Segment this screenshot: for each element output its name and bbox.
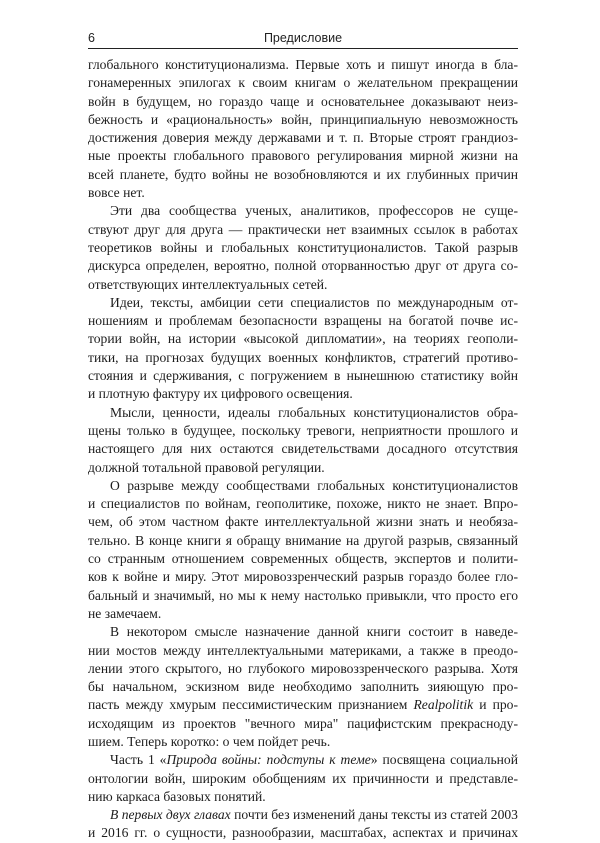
text-segment: чем, об этом частном факте интеллектуальной жизни знать и необяза- [88,514,518,530]
text-segment: Идеи, тексты, амбиции сети специалистов по международным от- [110,294,518,310]
paragraph [88,56,518,202]
text-line [88,202,518,220]
text-segment: почти без изменений даны тексты из статей 2003 [230,807,518,823]
text-segment: ствуют друг для друга — практически нет взаимных ссылок в работах [88,221,518,237]
text-line [88,623,518,641]
text-line [88,770,518,788]
text-line [88,184,518,202]
paragraph [88,294,518,404]
text-segment: настоящего для них остаются свидетельствами досадного отсутствия [88,441,518,457]
text-segment: Эти два сообщества ученых, аналитиков, профессоров не суще- [110,203,518,219]
text-line [88,56,518,74]
text-line [88,660,518,678]
text-line [88,147,518,165]
text-segment: глобального конституционализма. Первые хоть и пишут иногда в бла- [88,57,518,72]
text-segment: вовсе нет. [88,185,145,201]
text-segment: пасть между хмурым пессимистическим признанием [88,697,414,713]
text-line [88,239,518,257]
text-line [88,568,518,586]
text-line [88,111,518,129]
text-line [88,276,518,294]
text-segment: всей планете, будто войны не возобновляются и их глубинных причин [88,166,518,182]
paragraph [88,751,518,806]
text-segment: бежность и «рациональность» войн, принципиальную невозможность [88,111,518,127]
text-line [88,367,518,385]
text-segment: лении этого скрытого, но глубокого мировоззренческого разрыва. Хотя [88,660,518,676]
text-segment: теоретиков войны и глобальных конституционалистов. Такой разрыв [88,239,518,255]
text-segment: шием. Теперь коротко: о чем пойдет речь. [88,733,331,749]
text-line [88,404,518,422]
text-line [88,751,518,769]
text-segment: бы начальном, эскизном виде необходимо заполнить зияющую про- [88,679,518,695]
text-line [88,349,518,367]
paragraph [88,623,518,751]
text-line [88,385,518,403]
text-segment: тики, на прогнозах будущих военных конфликтов, стратегий противо- [88,349,518,365]
paragraph [88,404,518,477]
text-line [88,257,518,275]
text-segment: тории войн, на истории «высокой дипломатии», на теориях геополи- [88,331,518,347]
italic-text: Realpolitik [413,697,474,713]
text-segment: и специалистов по войнам, геополитике, похоже, никто не знает. Впро- [88,496,518,512]
text-segment: гонамеренных эпилогах к своим книгам о желательном прекращении [88,75,518,91]
italic-text: В первых двух главах [110,807,231,823]
text-segment: войн в будущем, но гораздо чаще и основательнее доказывают неиз- [88,93,518,109]
text-line [88,715,518,733]
text-line [88,587,518,605]
text-line [88,459,518,477]
text-segment: Мысли, ценности, идеалы глобальных конституционалистов обра- [110,404,518,420]
text-segment: Часть 1 « [110,752,167,768]
text-segment: достижения доверия между державами и т. п. Вторые строят грандиоз- [88,130,518,146]
text-segment: и 2016 гг. о сущности, разнообразии, масштабах, аспектах и причинах [88,825,518,841]
paragraph [88,806,518,843]
body-text [88,56,518,843]
text-segment: ношениям и проблемам безопасности взращены на богатой почве ис- [88,313,518,329]
text-line [88,733,518,751]
text-line [88,294,518,312]
text-line [88,440,518,458]
text-segment: ков к войне и миру. Этот мировоззренческий разрыв гораздо более гло- [88,569,518,585]
text-segment: О разрыве между сообществами глобальных конституционалистов [110,477,518,493]
text-segment: нию каркаса базовых понятий. [88,788,266,804]
text-segment: В некотором смысле назначение данной книги состоит в наведе- [110,624,518,640]
text-line [88,696,518,714]
text-segment: дискурса определен, вероятно, полной оторванностью друг от друга со- [88,258,518,274]
page-number: 6 [88,31,95,45]
text-line [88,422,518,440]
text-line [88,824,518,842]
text-segment: и про- [473,697,518,713]
text-line [88,74,518,92]
text-segment: не замечаем. [88,605,162,621]
text-segment: и плотную фактуру их цифрового освещения. [88,386,353,402]
text-segment: исходящим из проектов "вечного мира" пацифистским прекраснодy- [88,715,518,731]
text-line [88,477,518,495]
text-segment: » посвящена социальной [370,752,518,768]
paragraph [88,202,518,293]
text-segment: со странным отношением современных обществ, экспертов и полити- [88,551,518,567]
text-segment: онтологии войн, широким обобщениям их причинности и представле- [88,770,518,786]
text-segment: тельно. В конце книги я обращу внимание на другой разрыв, связанный [88,532,518,548]
text-segment: щены только в будущее, поскольку тревоги, неприятности прошлого и [88,422,518,438]
paragraph [88,477,518,623]
text-line [88,806,518,824]
text-segment: ответствующих интеллектуальных сетей. [88,276,328,292]
text-line [88,129,518,147]
text-line [88,513,518,531]
text-line [88,788,518,806]
text-line [88,495,518,513]
text-segment: стояния и сдерживания, с погружением в нынешнюю статистику войн [88,368,518,384]
text-line [88,605,518,623]
running-title: Предисловие [263,31,343,45]
text-segment: ные проекты глобального правового регулирования мирной жизни на [88,148,518,164]
text-line [88,166,518,184]
text-line [88,221,518,239]
page-header [88,30,518,49]
text-line [88,678,518,696]
text-segment: нии мостов между интеллектуальными материками, а также в преодо- [88,642,518,658]
text-line [88,330,518,348]
italic-text: Природа войны: подступы к теме [166,752,371,768]
text-line [88,642,518,660]
text-line [88,550,518,568]
text-segment: должной тотальной правовой регуляции. [88,459,325,475]
text-line [88,532,518,550]
text-line [88,93,518,111]
text-segment: бальный и значимый, но мы к нему настолько привыкли, что просто его [88,587,518,603]
text-line [88,312,518,330]
